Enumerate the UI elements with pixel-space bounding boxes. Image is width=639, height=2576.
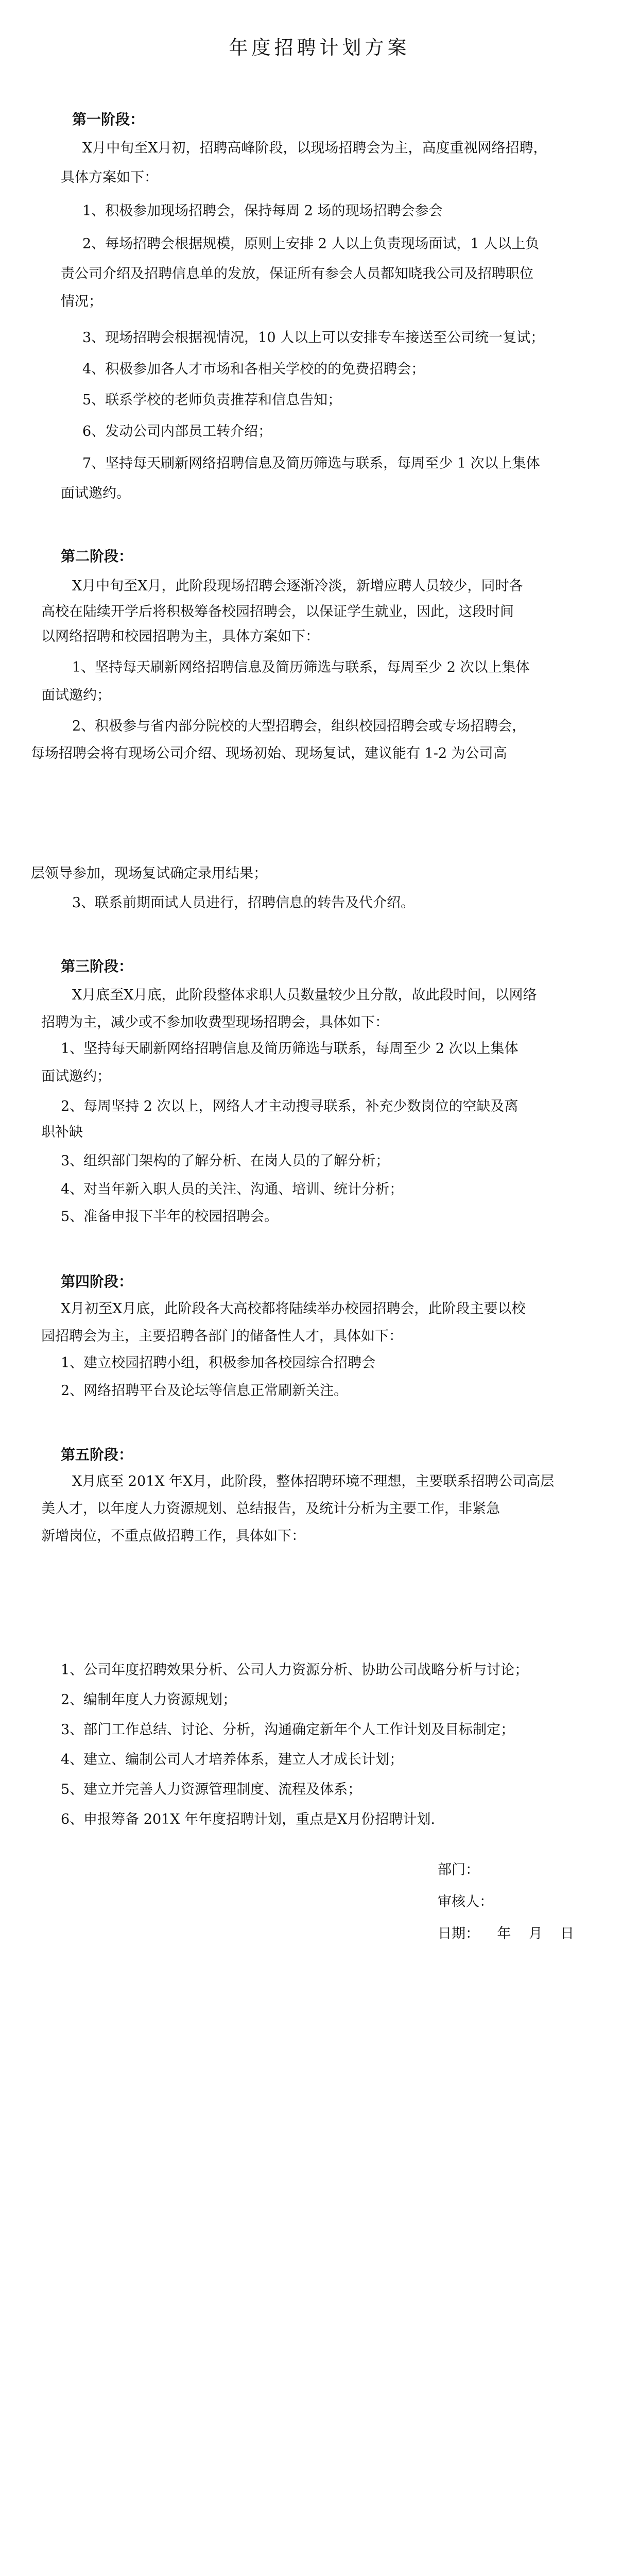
stage2-item3: 3、联系前期面试人员进行，招聘信息的转告及代介绍。 <box>72 895 415 911</box>
stage2-intro-line3: 以网络招聘和校园招聘为主，具体方案如下： <box>41 629 319 645</box>
stage1-item5: 5、联系学校的老师负责推荐和信息告知； <box>82 392 342 408</box>
stage1-item4: 4、积极参加各人才市场和各相关学校的的免费招聘会； <box>82 361 425 377</box>
stage5-item5: 5、建立并完善人力资源管理制度、流程及体系； <box>61 1782 362 1798</box>
stage1-item1: 1、积极参加现场招聘会，保持每周 2 场的现场招聘会参会 <box>82 203 443 219</box>
stage3-item5: 5、准备申报下半年的校园招聘会。 <box>61 1209 279 1225</box>
stage4-item1: 1、建立校园招聘小组，积极参加各校园综合招聘会 <box>61 1355 376 1371</box>
stage3-intro-line1: X月底至X月底，此阶段整体求职人员数量较少且分散，故此段时间，以网络 <box>72 987 537 1003</box>
stage5-item1: 1、公司年度招聘效果分析、公司人力资源分析、协助公司战略分析与讨论； <box>61 1662 529 1678</box>
stage4-item2: 2、网络招聘平台及论坛等信息正常刷新关注。 <box>61 1383 348 1399</box>
stage5-intro-line2: 美人才，以年度人力资源规划、总结报告，及统计分析为主要工作，非紧急 <box>41 1501 500 1517</box>
stage1-item2-line1: 2、每场招聘会根据规模，原则上安排 2 人以上负责现场面试，1 人以上负 <box>82 236 540 252</box>
stage1-item7-line2: 面试邀约。 <box>61 485 130 501</box>
stage3-item1-line1: 1、坚持每天刷新网络招聘信息及简历筛选与联系，每周至少 2 次以上集体 <box>61 1041 519 1057</box>
stage3-item4: 4、对当年新入职人员的关注、沟通、培训、统计分析； <box>61 1181 404 1197</box>
signature-date: 日期： 年 月 日 <box>438 1926 574 1942</box>
stage5-intro-line1: X月底至 201X 年X月，此阶段，整体招聘环境不理想，主要联系招聘公司高层 <box>72 1473 555 1489</box>
stage2-heading: 第二阶段： <box>61 548 133 565</box>
stage2-intro-line1: X月中旬至X月，此阶段现场招聘会逐渐冷淡，新增应聘人员较少，同时各 <box>72 578 523 594</box>
stage5-item4: 4、建立、编制公司人才培养体系，建立人才成长计划； <box>61 1752 404 1768</box>
stage2-item1-line2: 面试邀约； <box>41 687 111 703</box>
stage4-intro-line2: 园招聘会为主，主要招聘各部门的储备性人才，具体如下： <box>41 1328 403 1344</box>
stage4-intro-line1: X月初至X月底，此阶段各大高校都将陆续举办校园招聘会，此阶段主要以校 <box>61 1301 526 1317</box>
stage3-item2-line1: 2、每周坚持 2 次以上，网络人才主动搜寻联系，补充少数岗位的空缺及离 <box>61 1098 519 1114</box>
stage3-intro-line2: 招聘为主，减少或不参加收费型现场招聘会，具体如下： <box>41 1014 389 1030</box>
stage4-heading: 第四阶段： <box>61 1273 133 1290</box>
stage1-item7-line1: 7、坚持每天刷新网络招聘信息及简历筛选与联系，每周至少 1 次以上集体 <box>82 455 540 471</box>
stage3-item3: 3、组织部门架构的了解分析、在岗人员的了解分析； <box>61 1153 390 1169</box>
stage5-heading: 第五阶段： <box>61 1446 133 1463</box>
stage3-item1-line2: 面试邀约； <box>41 1069 111 1084</box>
stage3-item2-line2: 职补缺 <box>41 1124 83 1140</box>
stage5-item2: 2、编制年度人力资源规划； <box>61 1692 237 1708</box>
document-title: 年度招聘计划方案 <box>229 37 410 59</box>
stage2-item1-line1: 1、坚持每天刷新网络招聘信息及简历筛选与联系，每周至少 2 次以上集体 <box>72 659 530 675</box>
stage1-item2-line2: 责公司介绍及招聘信息单的发放，保证所有参会人员都知晓我公司及招聘职位 <box>61 266 533 282</box>
stage2-item2-line3: 层领导参加，现场复试确定录用结果； <box>31 866 267 882</box>
signature-department: 部门： <box>438 1862 479 1878</box>
stage5-item6: 6、申报筹备 201X 年年度招聘计划，重点是X月份招聘计划. <box>61 1811 435 1827</box>
stage2-intro-line2: 高校在陆续开学后将积极筹备校园招聘会，以保证学生就业，因此，这段时间 <box>41 604 514 620</box>
stage2-item2-line1: 2、积极参与省内部分院校的大型招聘会，组织校园招聘会或专场招聘会， <box>72 718 526 734</box>
stage2-item2-line2: 每场招聘会将有现场公司介绍、现场初始、现场复试，建议能有 1-2 为公司高 <box>31 745 507 761</box>
stage1-item2-line3: 情况； <box>61 294 102 310</box>
stage1-intro-line1: X月中旬至X月初，招聘高峰阶段，以现场招聘会为主，高度重视网络招聘， <box>82 140 547 156</box>
stage1-intro-line2: 具体方案如下： <box>61 170 158 185</box>
stage3-heading: 第三阶段： <box>61 958 133 975</box>
stage1-item3: 3、现场招聘会根据视情况，10 人以上可以安排专车接送至公司统一复试； <box>82 330 545 346</box>
stage5-item3: 3、部门工作总结、讨论、分析，沟通确定新年个人工作计划及目标制定； <box>61 1722 515 1738</box>
stage1-heading: 第一阶段： <box>72 111 145 128</box>
stage5-intro-line3: 新增岗位，不重点做招聘工作，具体如下： <box>41 1528 305 1544</box>
stage1-item6: 6、发动公司内部员工转介绍； <box>82 423 272 439</box>
signature-reviewer: 审核人： <box>438 1894 493 1910</box>
